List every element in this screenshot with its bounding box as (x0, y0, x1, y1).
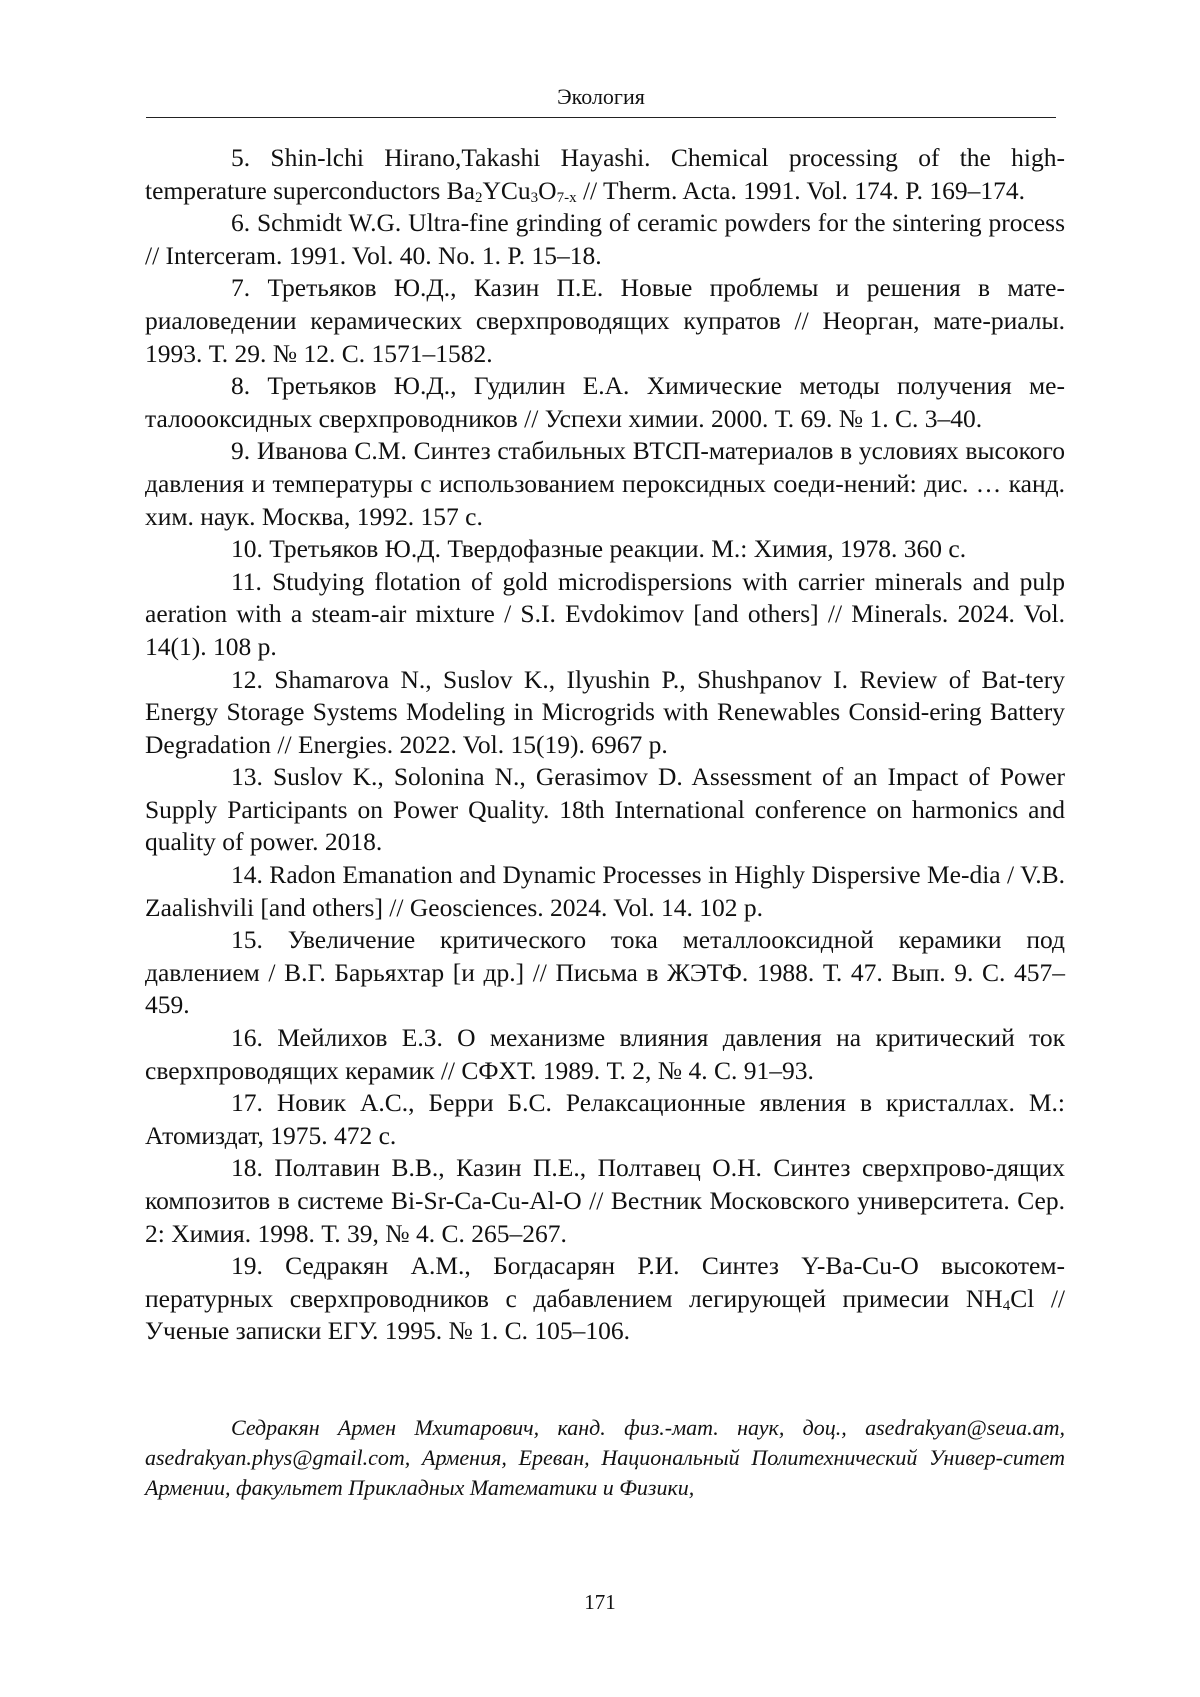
header-divider (146, 117, 1056, 118)
reference-text: Cl // Ученые записки ЕГУ. 1995. № 1. С. 105–106. (145, 1283, 1066, 1346)
reference-item (145, 664, 1065, 762)
reference-list (145, 142, 1065, 1348)
reference-item (145, 272, 1065, 370)
reference-text: YCu (482, 175, 531, 205)
author-info (145, 1413, 1065, 1503)
reference-subscript: 4 (1002, 1297, 1011, 1314)
reference-item (145, 370, 1065, 435)
reference-text: 10. Третьяков Ю.Д. Твердофазные реакции. М.: Химия, 1978. 360 с. (231, 534, 967, 564)
reference-item (145, 207, 1065, 272)
reference-item (145, 142, 1065, 207)
reference-subscript: 7-x (556, 189, 577, 206)
reference-subscript: 2 (474, 189, 483, 206)
reference-item (145, 435, 1065, 533)
reference-text: O (538, 175, 557, 205)
reference-item (145, 533, 1065, 566)
reference-subscript: 3 (530, 189, 539, 206)
reference-item (145, 924, 1065, 1022)
reference-item (145, 1152, 1065, 1250)
reference-text: 12. Shamarova N., Suslov K., Ilyushin P., Shushpanov I. Review of Bat-tery Energy Storage Systems Modeling in Microgrids with Renewables Consid-ering Battery Degradation // Energies. 2022. Vol. 15(19). 6967 p. (145, 664, 1065, 759)
page-number: 171 (584, 1590, 616, 1614)
reference-text: 14. Radon Emanation and Dynamic Processes in Highly Dispersive Me-dia / V.B. Zaalishvili [and others] // Geosciences. 2024. Vol. 14. 102 p. (145, 860, 1065, 922)
reference-text: 8. Третьяков Ю.Д., Гудилин Е.А. Химические методы получения ме-талоооксидных сверхпроводников // Успехи химии. 2000. Т. 69. № 1. С. 3–40. (145, 371, 1065, 433)
reference-text: 13. Suslov K., Solonina N., Gerasimov D. Assessment of an Impact of Power Supply Participants on Power Quality. 18th International conference on harmonics and quality of power. 2018. (145, 762, 1065, 857)
reference-text: 7. Третьяков Ю.Д., Казин П.Е. Новые проблемы и решения в мате-риаловедении керамических сверхпроводящих купратов // Неорган, мате-риалы. 1993. Т. 29. № 12. С. 1571–1582. (145, 273, 1065, 368)
reference-text: // Therm. Acta. 1991. Vol. 174. P. 169–174. (576, 175, 1025, 205)
reference-text: 6. Schmidt W.G. Ultra-fine grinding of ceramic powders for the sintering process // Interceram. 1991. Vol. 40. No. 1. P. 15–18. (145, 208, 1065, 270)
reference-item (145, 1250, 1065, 1348)
reference-text: 19. Седракян А.М., Богдасарян Р.И. Синтез Y-Ba-Cu-O высокотем-пературных сверхпроводников с дабавлением легирующей примесии NH (145, 1251, 1065, 1313)
reference-text: 16. Мейлихов Е.З. О механизме влияния давления на критический ток сверхпроводящих керамик // СФХТ. 1989. Т. 2, № 4. С. 91–93. (145, 1023, 1065, 1085)
reference-text: 9. Иванова С.М. Синтез стабильных ВТСП-материалов в условиях высокого давления и температуры с использованием пероксидных соеди-нений: дис. … канд. хим. наук. Москва, 1992. 157 с. (145, 436, 1065, 531)
reference-item (145, 566, 1065, 664)
reference-item (145, 761, 1065, 859)
author-info-text: Седракян Армен Мхитарович, канд. физ.-мат. наук, доц., asedrakyan@seua.am, asedrakyan.phys@gmail.com, Армения, Ереван, Национальный Политехнический Универ-ситет Армении, факультет Прикладных Математики и Физики, (145, 1415, 1065, 1500)
reference-item (145, 859, 1065, 924)
reference-text: 18. Полтавин В.В., Казин П.Е., Полтавец О.Н. Синтез сверхпрово-дящих композитов в системе Bi-Sr-Ca-Cu-Al-O // Вестник Московского университета. Сер. 2: Химия. 1998. Т. 39, № 4. С. 265–267. (145, 1153, 1065, 1248)
reference-text: 15. Увеличение критического тока металлооксидной керамики под давлением / В.Г. Барьяхтар [и др.] // Письма в ЖЭТФ. 1988. Т. 47. Вып. 9. С. 457–459. (145, 925, 1065, 1020)
running-header: Экология (557, 84, 645, 109)
reference-item (145, 1087, 1065, 1152)
reference-text: 5. Shin-lchi Hirano,Takashi Hayashi. Chemical processing of the high-temperature superconductors Ba (145, 143, 1065, 205)
reference-text: 17. Новик А.С., Берри Б.С. Релаксационные явления в кристаллах. М.: Атомиздат, 1975. 472 с. (145, 1088, 1065, 1150)
reference-text: 11. Studying flotation of gold microdispersions with carrier minerals and pulp aeration with a steam-air mixture / S.I. Evdokimov [and others] // Minerals. 2024. Vol. 14(1). 108 p. (145, 566, 1065, 661)
reference-item (145, 1022, 1065, 1087)
